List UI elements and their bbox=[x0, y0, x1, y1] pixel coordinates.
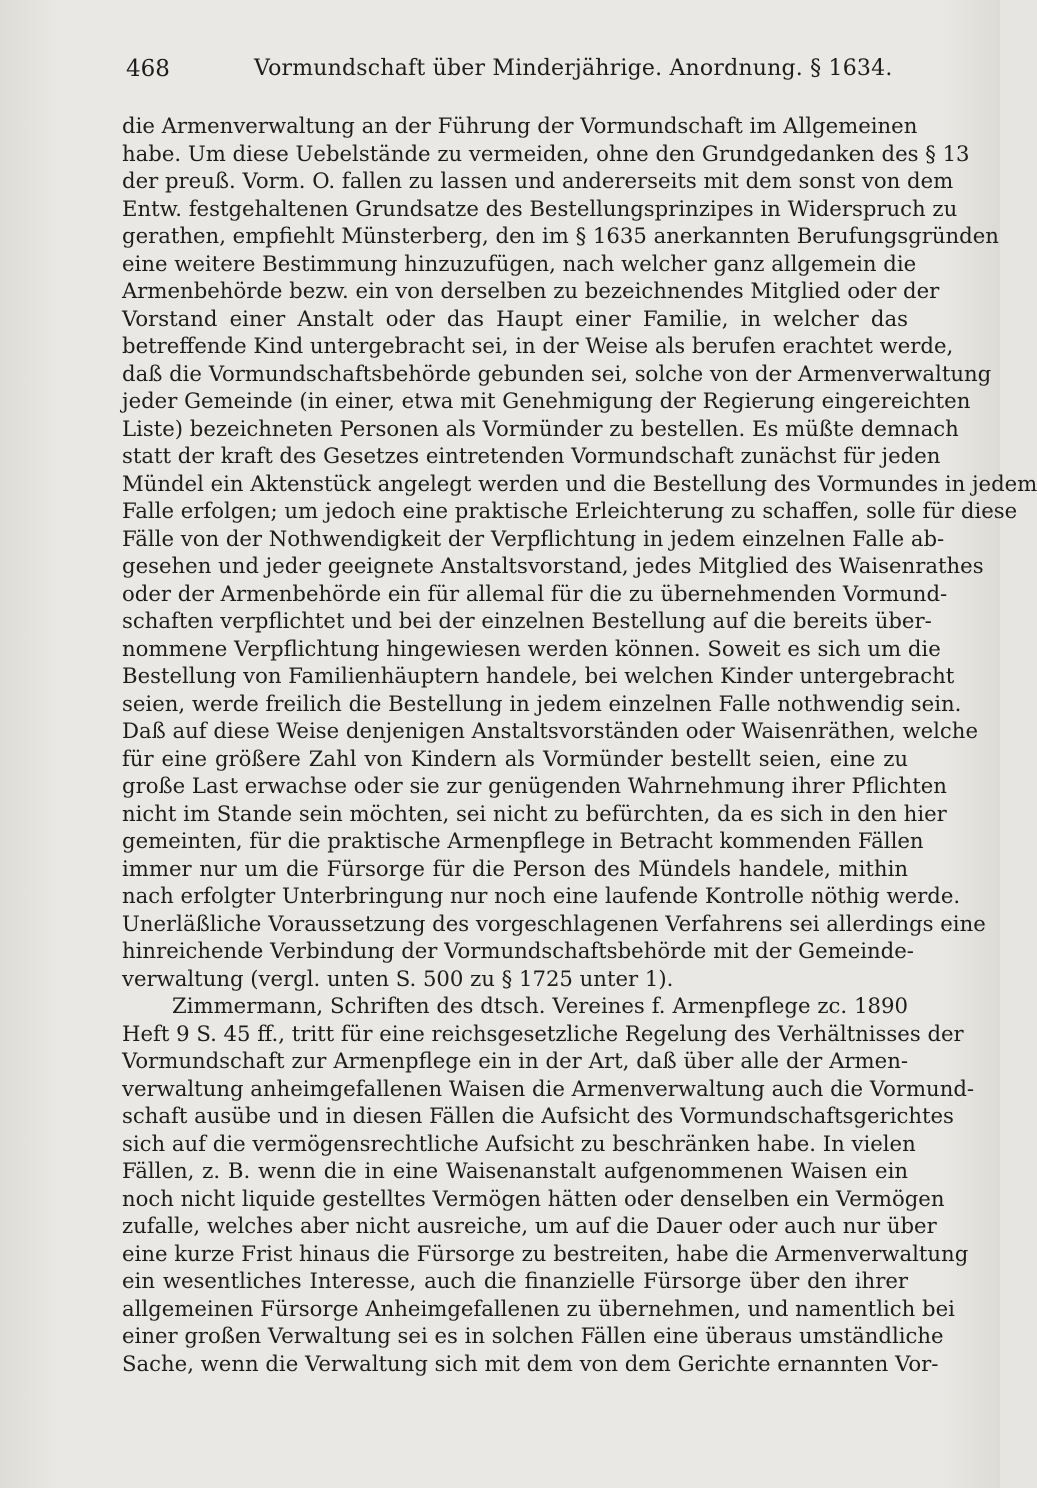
text-line: für eine größere Zahl von Kindern als Vormünder bestellt seien, eine zu bbox=[122, 745, 908, 771]
text-line: gemeinten, für die praktische Armenpflege in Betracht kommenden Fällen bbox=[122, 828, 924, 853]
text-line: einer großen Verwaltung sei es in solchen Fällen eine überaus umständliche bbox=[122, 1323, 944, 1348]
text-line: Sache, wenn die Verwaltung sich mit dem von dem Gerichte ernannten Vor- bbox=[122, 1350, 939, 1376]
text-line: schaft ausübe und in diesen Fällen die Aufsicht des Vormundschaftsgerichtes bbox=[122, 1103, 954, 1128]
text-line: Bestellung von Familienhäuptern handele, bei welchen Kinder untergebracht bbox=[122, 663, 955, 688]
text-line: eine weitere Bestimmung hinzuzufügen, nach welcher ganz allgemein die bbox=[122, 250, 917, 276]
text-line: verwaltung anheimgefallenen Waisen die Armenverwaltung auch die Vormund- bbox=[122, 1075, 975, 1101]
text-line: immer nur um die Fürsorge für die Person des Mündels handele, mithin bbox=[122, 855, 908, 881]
text-line: Entw. festgehaltenen Grundsatze des Bestellungsprinzipes in Widerspruch zu bbox=[122, 195, 958, 221]
text-line: nicht im Stande sein möchten, sei nicht zu befürchten, da es sich in den hier bbox=[122, 800, 947, 826]
text-line: Heft 9 S. 45 ff., tritt für eine reichsgesetzliche Regelung des Verhältnisses der bbox=[122, 1020, 964, 1046]
text-line: seien, werde freilich die Bestellung in jedem einzelnen Falle nothwendig sein. bbox=[122, 690, 962, 716]
text-line: Fälle von der Nothwendigkeit der Verpflichtung in jedem einzelnen Falle ab- bbox=[122, 525, 945, 551]
text-line: hinreichende Verbindung der Vormundschaftsbehörde mit der Gemeinde- bbox=[122, 938, 914, 963]
text-line: betreffende Kind untergebracht sei, in der Weise als berufen erachtet werde, bbox=[122, 333, 954, 358]
text-line: Fällen, z. B. wenn die in eine Waisenanstalt aufgenommenen Waisen ein bbox=[122, 1158, 908, 1183]
text-line: allgemeinen Fürsorge Anheimgefallenen zu übernehmen, und namentlich bei bbox=[122, 1295, 955, 1321]
page-header bbox=[122, 54, 912, 90]
text-line: eine kurze Frist hinaus die Fürsorge zu bestreiten, habe die Armenverwaltung bbox=[122, 1240, 969, 1266]
text-line: Vorstand einer Anstalt oder das Haupt einer Familie, in welcher das bbox=[122, 305, 908, 331]
body-text bbox=[122, 112, 1037, 1377]
text-line: oder der Armenbehörde ein für allemal für die zu übernehmenden Vormund- bbox=[122, 580, 948, 606]
text-line: ein wesentliches Interesse, auch die finanzielle Fürsorge über den ihrer bbox=[122, 1268, 908, 1293]
text-line: Mündel ein Aktenstück angelegt werden und die Bestellung des Vormundes in jedem bbox=[122, 470, 1037, 496]
text-line: jeder Gemeinde (in einer, etwa mit Genehmigung der Regierung eingereichten bbox=[122, 388, 971, 413]
text-line: der preuß. Vorm. O. fallen zu lassen und andererseits mit dem sonst von dem bbox=[122, 168, 954, 193]
text-line: gerathen, empfiehlt Münsterberg, den im § 1635 anerkannten Berufungsgründen bbox=[122, 223, 999, 248]
text-line: Liste) bezeichneten Personen als Vormünder zu bestellen. Es müßte demnach bbox=[122, 415, 959, 441]
text-line: Unerläßliche Voraussetzung des vorgeschlagenen Verfahrens sei allerdings eine bbox=[122, 910, 986, 936]
text-line: nommene Verpflichtung hingewiesen werden können. Soweit es sich um die bbox=[122, 635, 941, 661]
text-line: verwaltung (vergl. unten S. 500 zu § 1725 unter 1). bbox=[122, 965, 674, 991]
text-line: die Armenverwaltung an der Führung der Vormundschaft im Allgemeinen bbox=[122, 113, 918, 138]
text-line: noch nicht liquide gestelltes Vermögen hätten oder denselben ein Vermögen bbox=[122, 1185, 945, 1211]
running-head: Vormundschaft über Minderjährige. Anordnung. § 1634. bbox=[254, 56, 893, 81]
text-line: daß die Vormundschaftsbehörde gebunden sei, solche von der Armenverwaltung bbox=[122, 360, 992, 386]
text-line: Daß auf diese Weise denjenigen Anstaltsvorständen oder Waisenräthen, welche bbox=[122, 718, 978, 743]
text-line: zufalle, welches aber nicht ausreiche, um auf die Dauer oder auch nur über bbox=[122, 1213, 937, 1238]
text-line: Zimmermann, Schriften des dtsch. Vereines f. Armenpflege zc. 1890 bbox=[172, 993, 908, 1018]
text-line: Armenbehörde bezw. ein von derselben zu bezeichnendes Mitglied oder der bbox=[122, 278, 940, 303]
text-line: habe. Um diese Uebelstände zu vermeiden, ohne den Grundgedanken des § 13 bbox=[122, 140, 970, 166]
text-line: nach erfolgter Unterbringung nur noch eine laufende Kontrolle nöthig werde. bbox=[122, 883, 961, 908]
text-line: gesehen und jeder geeignete Anstaltsvorstand, jedes Mitglied des Waisenrathes bbox=[122, 553, 984, 578]
text-line: Falle erfolgen; um jedoch eine praktische Erleichterung zu schaffen, solle für diese bbox=[122, 498, 1018, 523]
page-number: 468 bbox=[126, 56, 170, 82]
text-line: schaften verpflichtet und bei der einzelnen Bestellung auf die bereits über- bbox=[122, 608, 932, 633]
text-line: statt der kraft des Gesetzes eintretenden Vormundschaft zunächst für jeden bbox=[122, 443, 941, 468]
text-line: Vormundschaft zur Armenpflege ein in der Art, daß über alle der Armen- bbox=[122, 1048, 908, 1073]
text-line: sich auf die vermögensrechtliche Aufsicht zu beschränken habe. In vielen bbox=[122, 1130, 916, 1156]
text-line: große Last erwachse oder sie zur genügenden Wahrnehmung ihrer Pflichten bbox=[122, 773, 947, 798]
